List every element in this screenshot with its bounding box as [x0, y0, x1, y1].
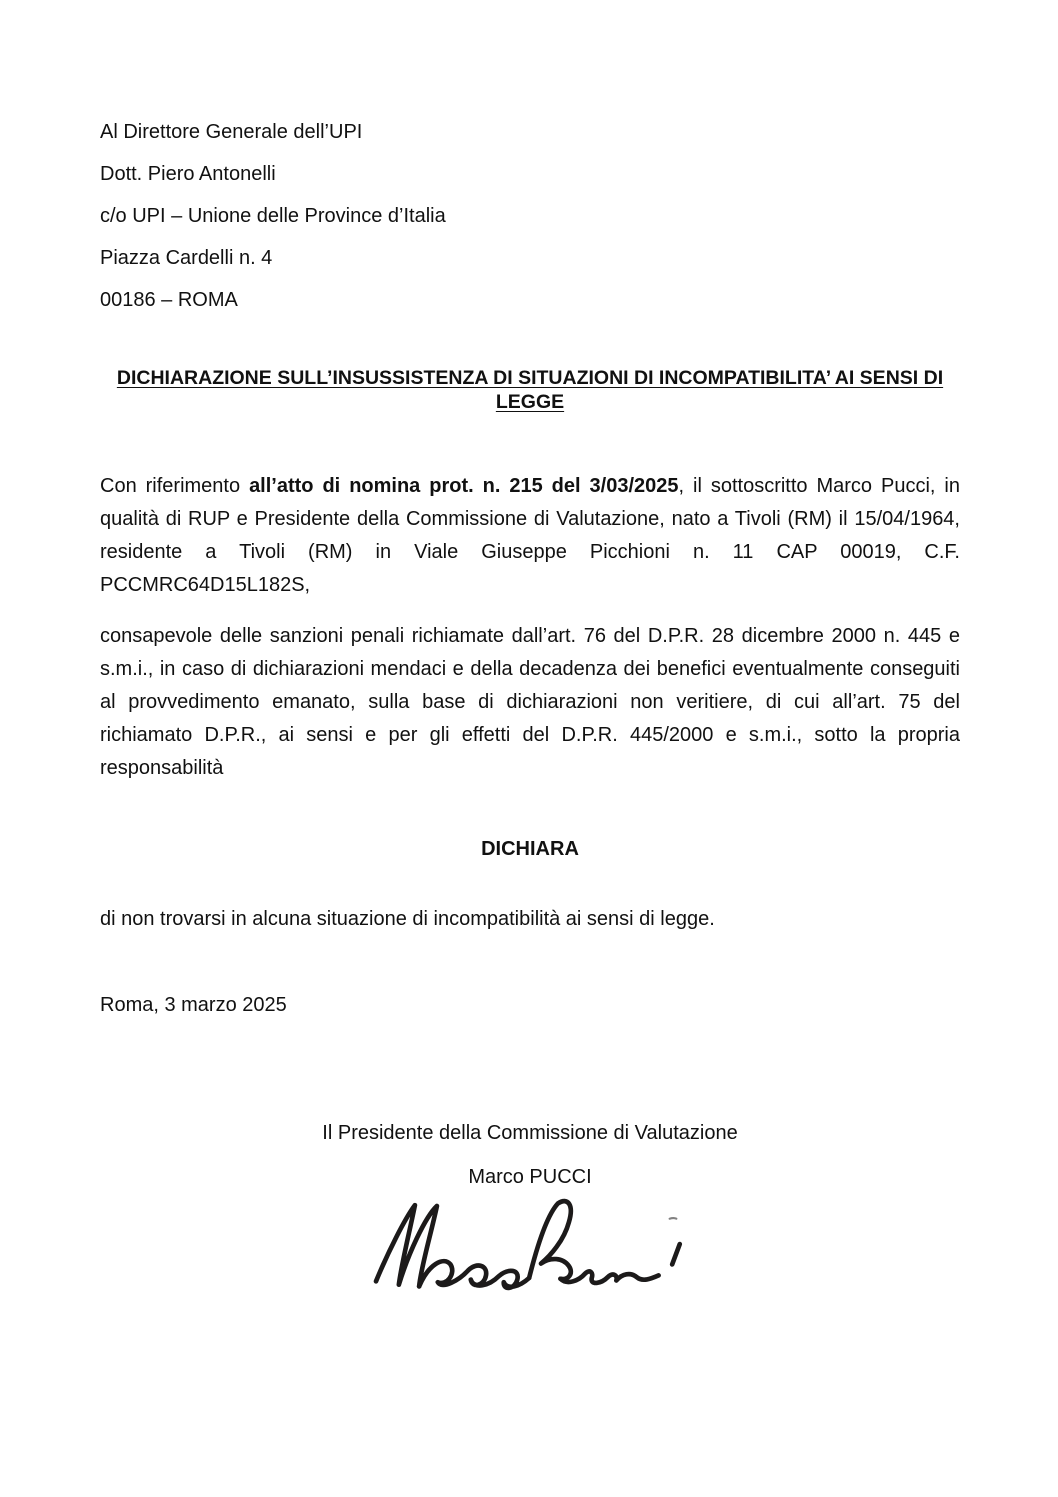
paragraph-reference-suffix: , il sottoscritto Marco Pucci, in qualità di RUP e Presidente della Commissione di Valutazione, nato a Tivoli (RM) il 15/04/1964, residente a Tivoli (RM) in Viale Giuseppe Picchioni n. 11 CAP 00019, C.F. PCCMRC64D15L182S, — [100, 475, 960, 596]
paragraph-sanctions: consapevole delle sanzioni penali richiamate dall’art. 76 del D.P.R. 28 dicembre 2000 n. 445 e s.m.i., in caso di dichiarazioni mendaci e della decadenza dei benefici eventualmente conseguiti al provvedimento emanato, sulla base di dichiarazioni non veritiere, di cui all’art. 75 del richiamato D.P.R., ai sensi e per gli effetti del D.P.R. 445/2000 e s.m.i., sotto la propria responsabilità — [100, 625, 960, 779]
paragraph-reference-prefix: Con riferimento — [100, 475, 250, 497]
paragraph-reference — [100, 470, 960, 602]
recipient-line: 00186 – ROMA — [100, 289, 238, 311]
declaration-text: di non trovarsi in alcuna situazione di incompatibilità ai sensi di legge. — [100, 908, 715, 930]
paragraph-reference-bold: all’atto di nomina prot. n. 215 del 3/03/2025 — [249, 475, 679, 497]
recipient-line: Dott. Piero Antonelli — [100, 163, 276, 185]
document-title-text: DICHIARAZIONE SULL’INSUSSISTENZA DI SITUAZIONI DI INCOMPATIBILITA’ AI SENSI DI LEGGE — [116, 367, 944, 413]
signature-icon — [340, 1195, 720, 1305]
document-title — [100, 366, 960, 414]
recipient-address-block — [100, 122, 960, 310]
signer-role: Il Presidente della Commissione di Valutazione — [322, 1122, 738, 1144]
signer-name: Marco PUCCI — [468, 1166, 592, 1188]
signature-block — [100, 1121, 960, 1305]
handwritten-signature-image — [340, 1195, 720, 1305]
place-date-line: Roma, 3 marzo 2025 — [100, 994, 287, 1016]
declaration-heading: DICHIARA — [481, 838, 579, 860]
recipient-line: c/o UPI – Unione delle Province d’Italia — [100, 205, 446, 227]
recipient-line: Piazza Cardelli n. 4 — [100, 247, 273, 269]
recipient-line: Al Direttore Generale dell’UPI — [100, 121, 363, 143]
